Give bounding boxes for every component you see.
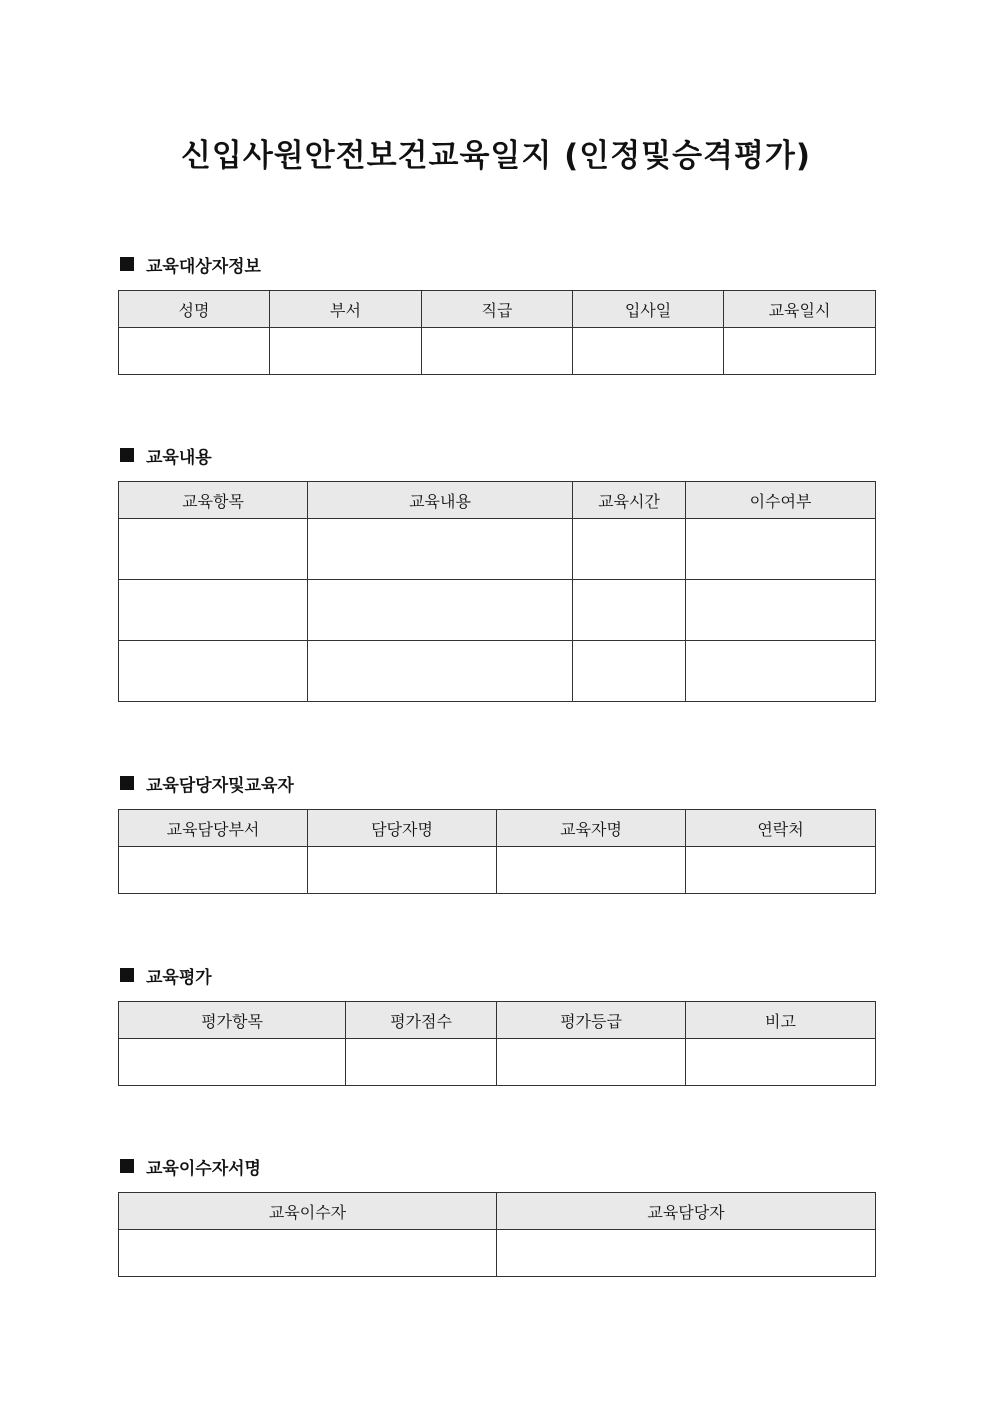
square-bullet-icon — [120, 776, 134, 790]
column-header-name: 성명 — [119, 291, 270, 328]
table-header-row — [119, 482, 876, 519]
training-item-cell[interactable] — [119, 641, 308, 702]
table-row — [119, 1039, 876, 1086]
training-content-cell[interactable] — [308, 580, 573, 641]
section-training-staff — [118, 770, 875, 894]
table-row — [119, 519, 876, 580]
table-header-row — [119, 1193, 876, 1230]
column-header-contact: 연락처 — [686, 810, 876, 847]
table-row — [119, 847, 876, 894]
section-heading-label: 교육이수자서명 — [146, 1158, 261, 1179]
column-header-training-item: 교육항목 — [119, 482, 308, 519]
column-header-trainee: 교육이수자 — [119, 1193, 497, 1230]
training-evaluation-table — [118, 1001, 876, 1086]
training-hours-cell[interactable] — [573, 580, 686, 641]
column-header-position: 직급 — [422, 291, 573, 328]
completion-cell[interactable] — [686, 519, 876, 580]
training-hours-cell[interactable] — [573, 519, 686, 580]
table-row — [119, 328, 876, 375]
training-hours-cell[interactable] — [573, 641, 686, 702]
square-bullet-icon — [120, 968, 134, 982]
position-cell[interactable] — [422, 328, 573, 375]
section-trainee-info — [118, 251, 875, 375]
column-header-manager: 교육담당자 — [497, 1193, 876, 1230]
department-cell[interactable] — [119, 847, 308, 894]
name-cell[interactable] — [119, 328, 270, 375]
section-training-content — [118, 442, 875, 702]
square-bullet-icon — [120, 257, 134, 271]
section-heading-label: 교육내용 — [146, 447, 212, 468]
training-content-cell[interactable] — [308, 641, 573, 702]
column-header-department: 부서 — [270, 291, 422, 328]
training-item-cell[interactable] — [119, 580, 308, 641]
trainee-signature-cell[interactable] — [119, 1230, 497, 1277]
square-bullet-icon — [120, 1159, 134, 1173]
training-item-cell[interactable] — [119, 519, 308, 580]
completion-cell[interactable] — [686, 580, 876, 641]
evaluation-item-cell[interactable] — [119, 1039, 346, 1086]
training-staff-table — [118, 809, 876, 894]
table-header-row — [119, 1002, 876, 1039]
section-heading — [118, 770, 875, 796]
remarks-cell[interactable] — [686, 1039, 876, 1086]
column-header-instructor-name: 교육자명 — [497, 810, 686, 847]
manager-name-cell[interactable] — [308, 847, 497, 894]
training-content-table — [118, 481, 876, 702]
instructor-name-cell[interactable] — [497, 847, 686, 894]
section-heading — [118, 251, 875, 277]
table-row — [119, 580, 876, 641]
completion-cell[interactable] — [686, 641, 876, 702]
section-heading-label: 교육담당자및교육자 — [146, 775, 294, 796]
page-title: 신입사원안전보건교육일지 (인정및승격평가) — [180, 138, 812, 174]
column-header-evaluation-item: 평가항목 — [119, 1002, 346, 1039]
section-heading — [118, 1153, 875, 1179]
column-header-completion: 이수여부 — [686, 482, 876, 519]
hire-date-cell[interactable] — [573, 328, 724, 375]
section-heading-label: 교육대상자정보 — [146, 256, 261, 277]
column-header-training-date: 교육일시 — [724, 291, 876, 328]
column-header-training-hours: 교육시간 — [573, 482, 686, 519]
column-header-department: 교육담당부서 — [119, 810, 308, 847]
evaluation-score-cell[interactable] — [346, 1039, 497, 1086]
section-heading — [118, 442, 875, 468]
column-header-evaluation-score: 평가점수 — [346, 1002, 497, 1039]
table-row — [119, 641, 876, 702]
column-header-manager-name: 담당자명 — [308, 810, 497, 847]
column-header-hire-date: 입사일 — [573, 291, 724, 328]
training-date-cell[interactable] — [724, 328, 876, 375]
department-cell[interactable] — [270, 328, 422, 375]
contact-cell[interactable] — [686, 847, 876, 894]
training-content-cell[interactable] — [308, 519, 573, 580]
trainee-info-table — [118, 290, 876, 375]
column-header-remarks: 비고 — [686, 1002, 876, 1039]
column-header-evaluation-grade: 평가등급 — [497, 1002, 686, 1039]
table-row — [119, 1230, 876, 1277]
section-heading — [118, 962, 875, 988]
section-signature — [118, 1153, 875, 1277]
section-heading-label: 교육평가 — [146, 967, 212, 988]
column-header-training-content: 교육내용 — [308, 482, 573, 519]
square-bullet-icon — [120, 448, 134, 462]
section-training-evaluation — [118, 962, 875, 1086]
table-header-row — [119, 291, 876, 328]
evaluation-grade-cell[interactable] — [497, 1039, 686, 1086]
manager-signature-cell[interactable] — [497, 1230, 876, 1277]
signature-table — [118, 1192, 876, 1277]
table-header-row — [119, 810, 876, 847]
